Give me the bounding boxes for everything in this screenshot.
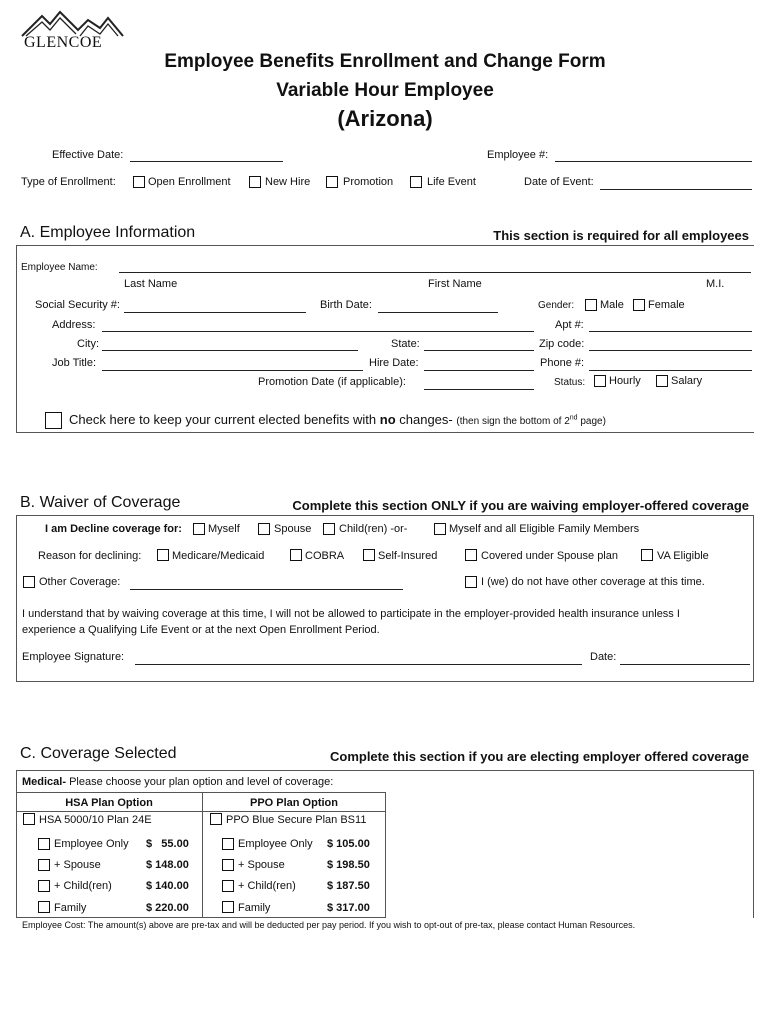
job-title-label: Job Title: (52, 357, 97, 369)
reason-label: Reason for declining: (38, 550, 142, 562)
keep-benefits-text (69, 412, 606, 427)
section-a-title: A. Employee Information (20, 224, 196, 241)
life-event-checkbox[interactable] (410, 176, 422, 188)
section-a-note: This section is required for all employees (493, 228, 749, 243)
male-label: Male (600, 299, 624, 311)
decline-all-family-label: Myself and all Eligible Family Members (449, 523, 640, 535)
status-label: Status: (554, 377, 586, 388)
salary-checkbox[interactable] (656, 375, 668, 387)
birth-date-field[interactable] (378, 312, 498, 313)
zip-label: Zip code: (539, 338, 585, 350)
hire-date-label: Hire Date: (369, 357, 419, 369)
waiver-date-label: Date: (590, 651, 617, 663)
hsa-children-price: $ 140.00 (146, 880, 189, 892)
understand-text-1: I understand that by waiving coverage at this time, I will not be allowed to participate in the employer-provided health insurance unless I (22, 608, 680, 620)
hsa-employee-only-price: $ 55.00 (146, 838, 189, 850)
employee-number-field[interactable] (555, 161, 752, 162)
ppo-children-price: $ 187.50 (327, 880, 370, 892)
section-c-title: C. Coverage Selected (20, 745, 177, 762)
hsa-plan-label: HSA 5000/10 Plan 24E (39, 814, 152, 826)
apt-label: Apt #: (555, 319, 584, 331)
self-insured-checkbox[interactable] (363, 549, 375, 561)
other-coverage-field[interactable] (130, 589, 403, 590)
section-b-title: B. Waiver of Coverage (20, 494, 181, 511)
hsa-spouse-checkbox[interactable] (38, 859, 50, 871)
understand-text-2: experience a Qualifying Life Event or at the next Open Enrollment Period. (22, 624, 380, 636)
decline-spouse-label: Spouse (274, 523, 312, 535)
decline-myself-label: Myself (208, 523, 240, 535)
plan-table-header-line (16, 792, 386, 793)
open-enrollment-checkbox[interactable] (133, 176, 145, 188)
decline-for-label: I am Decline coverage for: (45, 523, 182, 535)
ppo-header: PPO Plan Option (249, 797, 338, 809)
ppo-plan-label: PPO Blue Secure Plan BS11 (226, 814, 367, 826)
medical-label: Medical- (22, 776, 67, 788)
keep-benefits-no: no (379, 412, 396, 427)
mi-caption: M.I. (706, 278, 725, 290)
va-eligible-checkbox[interactable] (641, 549, 653, 561)
medicare-checkbox[interactable] (157, 549, 169, 561)
form-state: (Arizona) (337, 106, 433, 131)
ssn-field[interactable] (124, 312, 306, 313)
hsa-family-label: Family (54, 902, 87, 914)
city-label: City: (77, 338, 99, 350)
plan-table-bottom-line (16, 917, 386, 918)
female-checkbox[interactable] (633, 299, 645, 311)
ppo-spouse-price: $ 198.50 (327, 859, 370, 871)
date-of-event-label: Date of Event: (524, 176, 594, 188)
life-event-label: Life Event (427, 176, 476, 188)
ssn-label: Social Security #: (35, 299, 120, 311)
promotion-date-label: Promotion Date (if applicable): (258, 376, 406, 388)
ppo-family-checkbox[interactable] (222, 901, 234, 913)
keep-benefits-note-1: (then sign the bottom of 2 (456, 416, 570, 427)
new-hire-checkbox[interactable] (249, 176, 261, 188)
glencoe-logo (20, 10, 125, 55)
medicare-label: Medicare/Medicaid (172, 550, 265, 562)
waiver-date-field[interactable] (620, 664, 750, 665)
no-other-coverage-label: I (we) do not have other coverage at this time. (481, 576, 705, 588)
employee-name-label: Employee Name: (21, 262, 98, 273)
ppo-employee-only-label: Employee Only (238, 838, 313, 850)
hsa-employee-only-checkbox[interactable] (38, 838, 50, 850)
keep-benefits-text-2: changes- (399, 412, 453, 427)
ppo-plan-checkbox[interactable] (210, 813, 222, 825)
address-field[interactable] (102, 331, 534, 332)
open-enrollment-label: Open Enrollment (148, 176, 231, 188)
zip-field[interactable] (589, 350, 752, 351)
type-of-enrollment-label: Type of Enrollment: (21, 176, 116, 188)
cobra-checkbox[interactable] (290, 549, 302, 561)
last-name-caption: Last Name (124, 278, 178, 290)
phone-label: Phone #: (540, 357, 585, 369)
state-label: State: (391, 338, 420, 350)
ppo-family-price: $ 317.00 (327, 902, 370, 914)
keep-benefits-note-2: page) (580, 416, 606, 427)
signature-field[interactable] (135, 664, 582, 665)
hourly-checkbox[interactable] (594, 375, 606, 387)
employee-cost-footer: Employee Cost: The amount(s) above are pre-tax and will be deducted per pay period. If you wish to opt-out of pre-tax, please contact Human Resources. (22, 920, 636, 930)
decline-children-checkbox[interactable] (323, 523, 335, 535)
keep-benefits-text-1: Check here to keep your current elected benefits with (69, 412, 377, 427)
ppo-employee-only-price: $ 105.00 (327, 838, 370, 850)
cobra-label: COBRA (305, 550, 345, 562)
section-a-bottom-border (16, 432, 754, 433)
effective-date-field[interactable] (130, 161, 283, 162)
salary-label: Salary (671, 375, 703, 387)
ppo-employee-only-checkbox[interactable] (222, 838, 234, 850)
ppo-children-label: + Child(ren) (238, 880, 296, 892)
promotion-label: Promotion (343, 176, 394, 188)
state-field[interactable] (424, 350, 534, 351)
male-checkbox[interactable] (585, 299, 597, 311)
section-c-note: Complete this section if you are electing employer offered coverage (329, 749, 749, 764)
job-title-field[interactable] (102, 370, 363, 371)
keep-benefits-note (456, 416, 606, 427)
section-b-note: Complete this section ONLY if you are waiving employer-offered coverage (292, 498, 749, 513)
city-field[interactable] (102, 350, 358, 351)
plan-table (16, 792, 754, 918)
hsa-family-price: $ 220.00 (146, 902, 189, 914)
new-hire-label: New Hire (265, 176, 311, 188)
section-b-box (16, 515, 754, 682)
spouse-plan-checkbox[interactable] (465, 549, 477, 561)
hsa-header: HSA Plan Option (65, 797, 153, 809)
keep-benefits-checkbox[interactable] (45, 412, 62, 429)
form-title: Employee Benefits Enrollment and Change Form (164, 51, 606, 72)
hsa-spouse-price: $ 148.00 (146, 859, 189, 871)
spouse-plan-label: Covered under Spouse plan (481, 550, 618, 562)
hsa-children-checkbox[interactable] (38, 880, 50, 892)
ppo-children-checkbox[interactable] (222, 880, 234, 892)
address-label: Address: (52, 319, 96, 331)
phone-field[interactable] (589, 370, 752, 371)
form-subtitle: Variable Hour Employee (276, 80, 494, 101)
decline-myself-checkbox[interactable] (193, 523, 205, 535)
hourly-label: Hourly (609, 375, 641, 387)
logo-text: GLENCOE (24, 34, 103, 51)
decline-all-family-checkbox[interactable] (434, 523, 446, 535)
self-insured-label: Self-Insured (378, 550, 438, 562)
promotion-checkbox[interactable] (326, 176, 338, 188)
medical-instructions-text: Please choose your plan option and level of coverage: (66, 776, 334, 788)
hsa-spouse-label: + Spouse (54, 859, 101, 871)
keep-benefits-sup: nd (569, 414, 578, 422)
hire-date-field[interactable] (424, 370, 534, 371)
employee-number-label: Employee #: (487, 149, 549, 161)
hsa-family-checkbox[interactable] (38, 901, 50, 913)
signature-label: Employee Signature: (22, 651, 125, 663)
plan-table-subheader-line (16, 811, 386, 812)
section-a-box (16, 245, 754, 433)
first-name-caption: First Name (428, 278, 482, 290)
other-coverage-label: Other Coverage: (39, 576, 121, 588)
birth-date-label: Birth Date: (320, 299, 372, 311)
hsa-children-label: + Child(ren) (54, 880, 112, 892)
date-of-event-field[interactable] (600, 189, 752, 190)
ppo-spouse-checkbox[interactable] (222, 859, 234, 871)
ppo-family-label: Family (238, 902, 271, 914)
promotion-date-field[interactable] (424, 389, 534, 390)
employee-name-field[interactable] (119, 272, 751, 273)
va-eligible-label: VA Eligible (657, 550, 709, 562)
gender-label: Gender: (538, 300, 575, 311)
hsa-plan-checkbox[interactable] (23, 813, 35, 825)
decline-children-label: Child(ren) -or- (339, 523, 408, 535)
apt-field[interactable] (589, 331, 752, 332)
ppo-spouse-label: + Spouse (238, 859, 285, 871)
section-a-left-border (16, 245, 17, 433)
female-label: Female (648, 299, 685, 311)
no-other-coverage-checkbox[interactable] (465, 576, 477, 588)
other-coverage-checkbox[interactable] (23, 576, 35, 588)
effective-date-label: Effective Date: (52, 149, 124, 161)
hsa-employee-only-label: Employee Only (54, 838, 129, 850)
decline-spouse-checkbox[interactable] (258, 523, 270, 535)
medical-instructions (22, 776, 333, 788)
